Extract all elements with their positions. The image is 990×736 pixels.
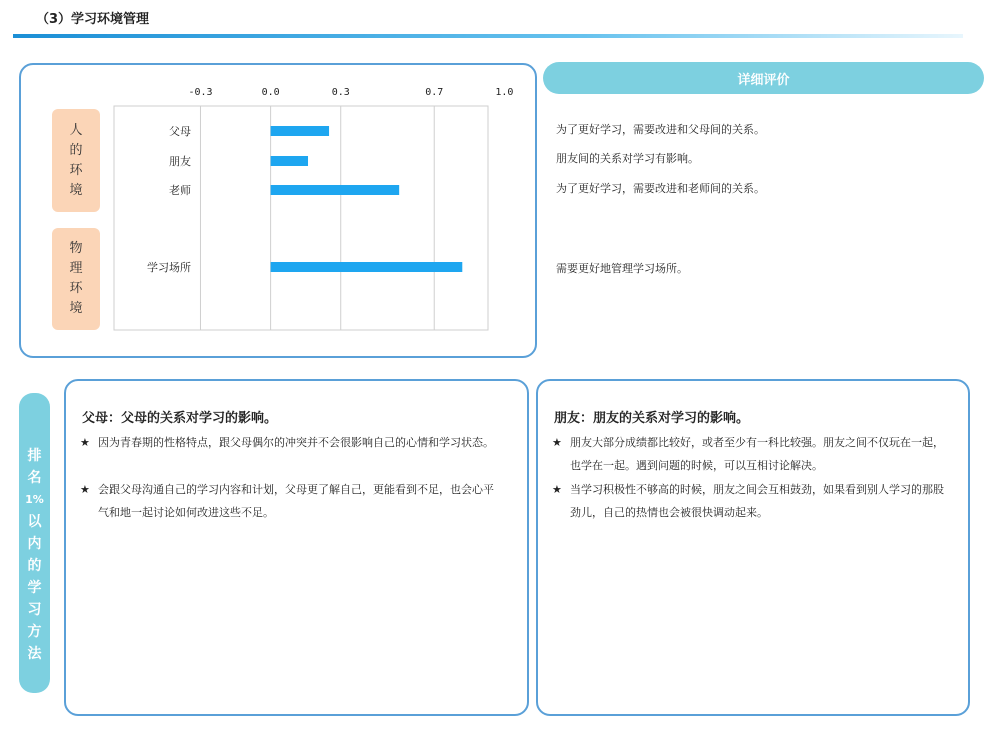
category-char: 境 [69,182,83,198]
category-char: 环 [69,281,83,296]
category-char: 物 [69,241,83,256]
bar [271,262,463,272]
category-char: 理 [69,261,83,276]
side-tab-char: 的 [27,558,42,574]
section-title: （3）学习环境管理 [36,12,150,27]
star-icon: ★ [80,483,90,496]
category-label: 父母 [169,125,191,138]
card-title: 父母：父母的关系对学习的影响。 [82,411,278,426]
bar [271,185,400,195]
category-char: 环 [69,162,83,178]
x-tick-label: 1.0 [495,87,514,98]
card-point [80,431,500,454]
card-point-text: 朋友大部分成绩都比较好，或者至少有一科比较强。朋友之间不仅玩在一起，也学在一起。遇到问题的时候，可以互相讨论解决。 [570,436,944,472]
side-tab-top1-methods [19,393,50,693]
side-tab-char: 学 [27,580,42,596]
side-tab-char: 排 [27,448,42,464]
category-label: 老师 [169,184,191,197]
x-tick-label: 0.0 [261,87,280,98]
side-tab-char: 以 [27,514,42,530]
side-tab-char: 法 [27,646,42,662]
x-tick-label: 0.7 [425,87,444,98]
star-icon: ★ [80,436,90,449]
side-tab-char: 1% [25,493,44,506]
category-char: 人 [69,122,83,138]
category-char: 的 [69,142,83,158]
category-label: 朋友 [169,155,191,168]
category-char: 境 [69,301,83,316]
evaluation-item-parents: 为了更好学习，需要改进和父母间的关系。 [556,123,765,136]
category-label: 学习场所 [147,261,191,274]
card-point [552,478,950,524]
side-tab-char: 名 [27,470,42,486]
x-tick-label: -0.3 [188,87,213,98]
card-friends [536,379,970,716]
evaluation-item-study-place: 需要更好地管理学习场所。 [556,262,688,275]
card-point-text: 当学习积极性不够高的时候，朋友之间会互相鼓劲，如果看到别人学习的那股劲儿，自己的热情也会被很快调动起来。 [570,483,944,519]
side-tab-char: 方 [27,624,42,640]
card-point-text: 会跟父母沟通自己的学习内容和计划，父母更了解自己，更能看到不足，也会心平气和地一起讨论如何改进这些不足。 [98,483,494,519]
side-tab-char: 内 [27,536,42,552]
card-point [80,478,500,524]
x-tick-label: 0.3 [331,87,350,98]
evaluation-item-friends: 朋友间的关系对学习有影响。 [556,152,699,165]
star-icon: ★ [552,483,562,496]
side-tab-char: 习 [27,602,42,618]
star-icon: ★ [552,436,562,449]
plot-area [114,106,488,330]
evaluation-item-teachers: 为了更好学习，需要改进和老师间的关系。 [556,182,765,195]
card-point-text: 因为青春期的性格特点，跟父母偶尔的冲突并不会很影响自己的心情和学习状态。 [98,436,494,449]
bar [271,156,308,166]
evaluation-header: 详细评价 [543,62,984,94]
card-title: 朋友：朋友的关系对学习的影响。 [554,411,750,426]
card-point [552,431,950,477]
bar [271,126,329,136]
card-parents [64,379,529,716]
